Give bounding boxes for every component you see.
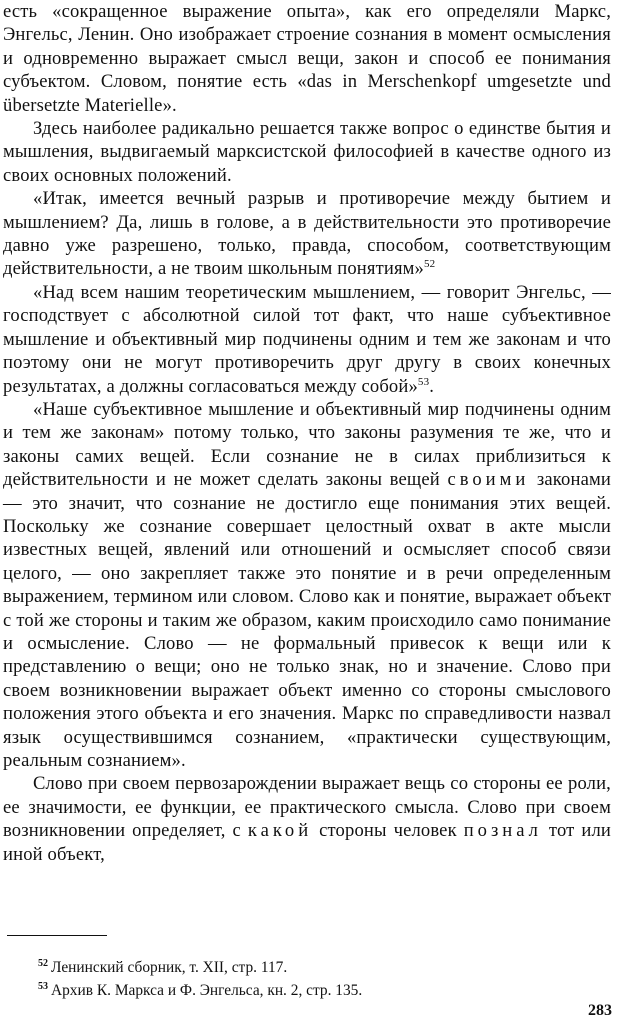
footnote-text: Ленинский сборник, т. XII, стр. 117.	[51, 959, 288, 976]
emphasis-text: какой	[247, 820, 313, 842]
footnote-divider	[7, 935, 107, 936]
page-number: 283	[588, 1002, 612, 1019]
paragraph-text: Здесь наиболее радикально решается также вопрос о единстве бытия и мышления, выдвигаемый марксистской философией в качестве одного из своих основных положений.	[3, 118, 611, 186]
emphasis-text: своими	[447, 469, 530, 491]
footnote-52	[38, 956, 598, 979]
paragraph-2	[3, 117, 611, 187]
paragraph-3	[3, 187, 611, 281]
quote-text: «Итак, имеется вечный разрыв и противоречие между бытием и мышлением? Да, лишь в голове, а в действительности это противоречие давно уже разрешено, только, правда, способом, соответствующим действительности, а не твоим школьным понятиям»	[3, 188, 611, 280]
paragraph-text: есть «сокращенное выражение опыта», как его определяли Маркс, Энгельс, Ленин. Оно изображает строение сознания в момент осмысления и одновременно выражает смысл вещи, закон и способ ее понимания субъектом. Словом, понятие есть «das in Merschenkopf umgesetzte und übersetzte Materielle».	[3, 1, 611, 116]
paragraph-text: Слово при своем первозарождении выражает вещь со стороны ее роли, ее значимости, ее функции, ее практического смысла. Слово при своем возникновении определяет, с	[3, 773, 611, 842]
footnote-ref-52: 52	[424, 258, 436, 271]
footnotes	[38, 956, 598, 1002]
paragraph-text: стороны человек	[312, 820, 464, 842]
footnote-mark: 52	[38, 957, 48, 969]
footnote-mark: 53	[38, 980, 48, 992]
quote-text: «Над всем нашим теоретическим мышлением, — говорит Энгельс, — господствует с абсолютной силой тот факт, что наше субъективное мышление и объективный мир подчинены одним и тем же законам и что поэтому они не могут противоречить друг другу в своих конечных результатах, а должны согласоваться между собой»	[3, 281, 611, 397]
emphasis-text: познал	[463, 820, 542, 842]
paragraph-6	[3, 772, 611, 866]
footnote-text: Архив К. Маркса и Ф. Энгельса, кн. 2, стр. 135.	[51, 982, 363, 999]
paragraph-text: тот или иной объект,	[3, 820, 611, 865]
main-text	[3, 0, 611, 866]
footnote-ref-53: 53	[417, 375, 430, 388]
paragraph-text: законами — это значит, что сознание не достигло еще понимания этих вещей. Поскольку же сознание совершает целостный охват в акте мысли известных вещей, явлений или отношений и осмысляет способ связи целого, — оно закрепляет также это понятие и в речи определенным выражением, термином или словом. Слово как и понятие, выражает объект с той же стороны и таким же образом, каким происходило само понимание и осмысление. Слово — не формальный привесок к вещи или к представлению о вещи; оно не только знак, но и значение. Слово при своем возникновении выражает объект именно со стороны смыслового положения этого объекта и его значения. Маркс по справедливости назвал язык осуществившимся сознанием, «практически существующим, реальным сознанием».	[3, 469, 611, 771]
paragraph-5	[3, 398, 611, 773]
footnote-53	[38, 979, 598, 1002]
paragraph-4: «Над всем нашим теоретическим мышлением, — говорит Энгельс, — господствует с абсолютной силой тот факт, что наше субъективное мышление и объективный мир подчинены одним и тем же законам и что поэтому они не могут противоречить друг другу в своих конечных результатах, а должны согласоваться между собой»$^{53}$.	[3, 281, 611, 397]
paragraph-text: «Наше субъективное мышление и объективный мир подчинены одним и тем же законам» потому только, что законы разумения те же, что и законы самих вещей. Если сознание не в силах приблизиться к действительности и не может сделать законы вещей	[3, 398, 611, 491]
paragraph-1	[3, 0, 611, 117]
